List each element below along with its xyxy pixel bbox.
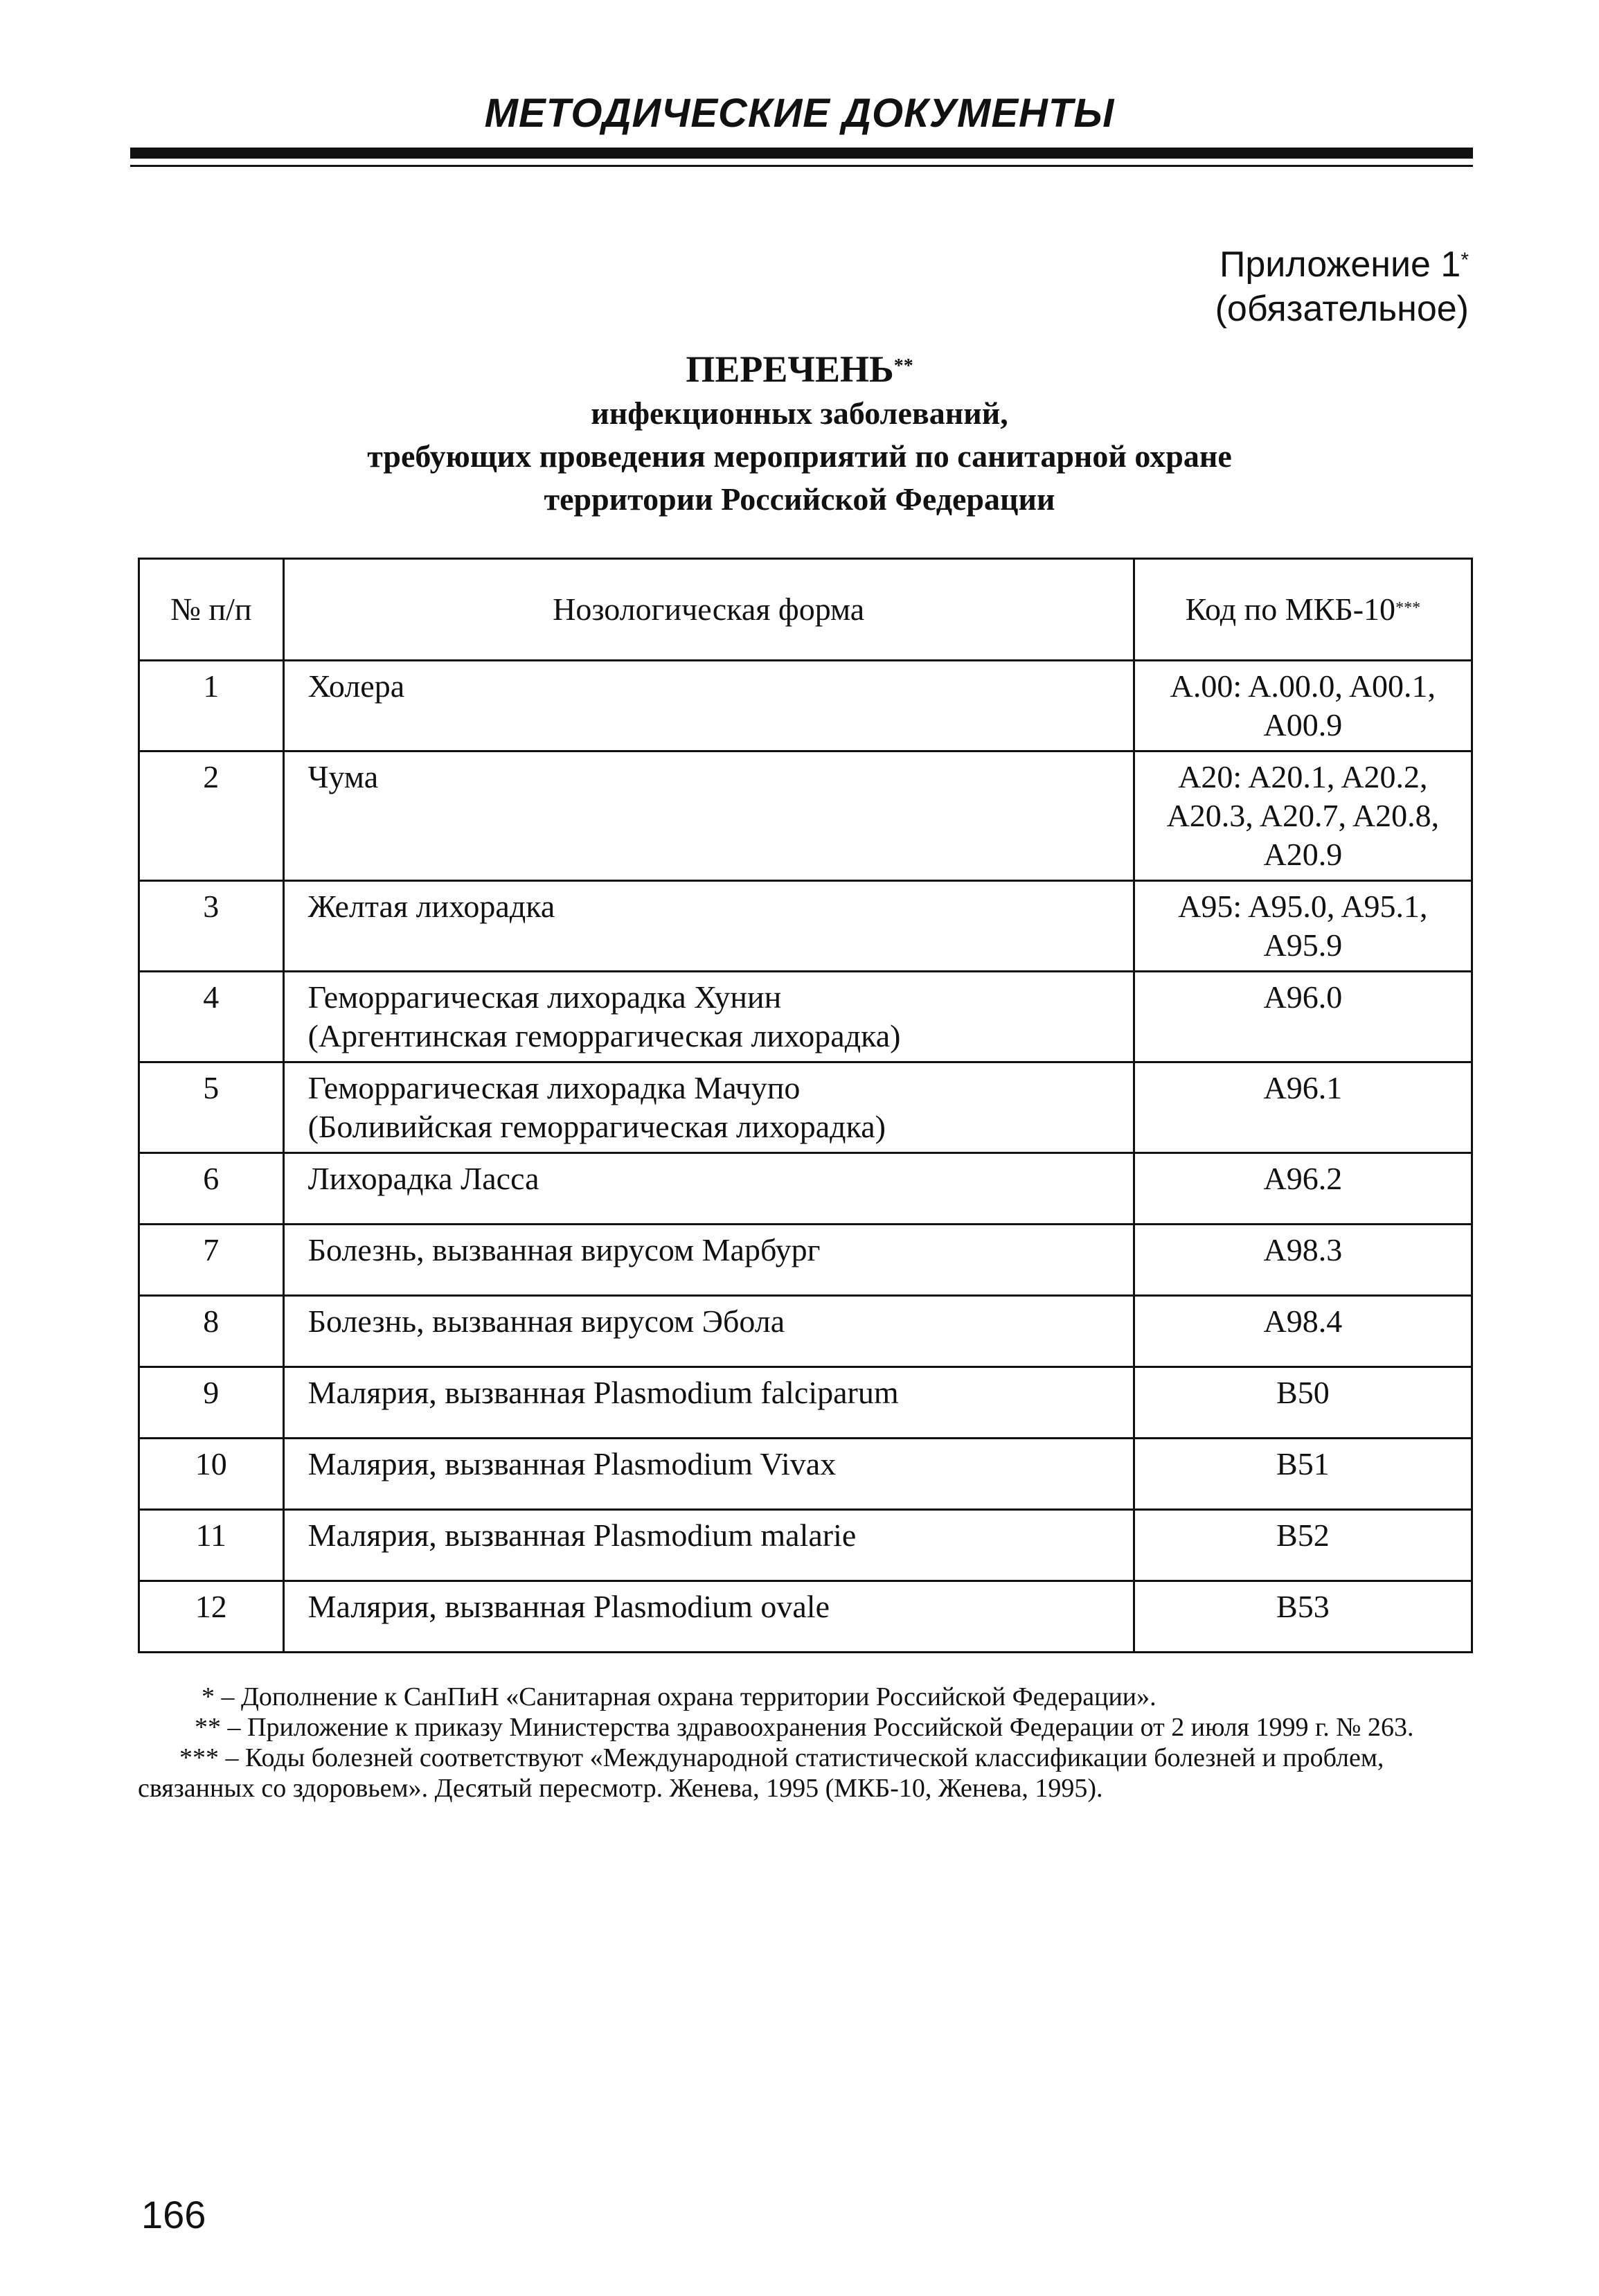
- icd-code-line: B53: [1276, 1589, 1330, 1624]
- table-row: [139, 1581, 1472, 1653]
- row-number: 8: [139, 1296, 284, 1367]
- icd-code-line: A98.4: [1263, 1303, 1343, 1339]
- icd-code-line: A.00: A.00.0, A00.1,: [1170, 668, 1436, 704]
- disease-name-cell: [283, 1439, 1134, 1510]
- header-rule-thick: [130, 148, 1473, 159]
- running-header: МЕТОДИЧЕСКИЕ ДОКУМЕНТЫ: [484, 91, 1115, 136]
- disease-name-line: Лихорадка Ласса: [307, 1161, 539, 1196]
- icd-code-cell: [1134, 1296, 1472, 1367]
- disease-name-cell: [283, 972, 1134, 1062]
- icd-code-line: A20.9: [1263, 837, 1343, 872]
- footnotes: [138, 1682, 1473, 1804]
- header-rule-thin: [130, 165, 1473, 167]
- footnote-1: * – Дополнение к СанПиН «Санитарная охрана территории Российской Федерации».: [202, 1682, 1156, 1711]
- disease-name-cell: [283, 1062, 1134, 1153]
- disease-name-line: (Боливийская геморрагическая лихорадка): [307, 1109, 886, 1144]
- heading-line-3: территории Российской Федерации: [544, 481, 1055, 517]
- header-code: [1134, 559, 1472, 661]
- footnote-3: *** – Коды болезней соответствуют «Международной статистической классификации болезней и проблем, связанных со здоровьем». Десятый пересмотр. Женева, 1995 (МКБ-10, Женева, 1995).: [138, 1743, 1384, 1803]
- disease-name-cell: [283, 1581, 1134, 1653]
- header-name: Нозологическая форма: [283, 559, 1134, 661]
- row-number: 7: [139, 1225, 284, 1296]
- disease-name-line: Малярия, вызванная Plasmodium ovale: [307, 1589, 830, 1624]
- disease-name-cell: [283, 881, 1134, 972]
- icd-code-line: B52: [1276, 1518, 1330, 1553]
- page-number: 166: [141, 2193, 206, 2236]
- heading-title: ПЕРЕЧЕНЬ: [686, 348, 894, 390]
- table-row: [139, 1062, 1472, 1153]
- heading-line-1: инфекционных заболеваний,: [591, 395, 1008, 431]
- disease-name-cell: [283, 1296, 1134, 1367]
- icd-code-cell: [1134, 1439, 1472, 1510]
- row-number: 3: [139, 881, 284, 972]
- disease-name-line: Желтая лихорадка: [307, 889, 555, 924]
- icd-code-cell: [1134, 1510, 1472, 1581]
- row-number: 6: [139, 1153, 284, 1225]
- disease-name-cell: [283, 1367, 1134, 1439]
- row-number: 4: [139, 972, 284, 1062]
- icd-code-line: A20.3, A20.7, A20.8,: [1166, 798, 1440, 833]
- table-row: [139, 751, 1472, 881]
- table-row: [139, 881, 1472, 972]
- table-row: [139, 1153, 1472, 1225]
- table-row: [139, 972, 1472, 1062]
- disease-name-line: Геморрагическая лихорадка Хунин: [307, 979, 782, 1015]
- table-header-row: [139, 559, 1472, 661]
- row-number: 10: [139, 1439, 284, 1510]
- header-code-label: Код по МКБ-10: [1185, 591, 1396, 627]
- table-row: [139, 1439, 1472, 1510]
- icd-code-line: A95.9: [1263, 927, 1343, 963]
- icd-code-line: A98.3: [1263, 1232, 1343, 1267]
- appendix-label: Приложение 1: [1219, 244, 1461, 285]
- table-body: [139, 661, 1472, 1653]
- appendix-footnote-mark: *: [1460, 249, 1469, 272]
- row-number: 9: [139, 1367, 284, 1439]
- icd-code-cell: [1134, 881, 1472, 972]
- disease-name-cell: [283, 751, 1134, 881]
- icd-code-cell: [1134, 1062, 1472, 1153]
- icd-code-line: B50: [1276, 1375, 1330, 1410]
- table-row: [139, 1225, 1472, 1296]
- table-row: [139, 661, 1472, 751]
- disease-name-line: Болезнь, вызванная вирусом Эбола: [307, 1303, 785, 1339]
- icd-code-cell: [1134, 1367, 1472, 1439]
- disease-name-cell: [283, 1225, 1134, 1296]
- row-number: 11: [139, 1510, 284, 1581]
- disease-name-line: Малярия, вызванная Plasmodium Vivax: [307, 1446, 837, 1481]
- icd-code-line: A20: A20.1, A20.2,: [1178, 759, 1428, 794]
- icd-code-line: B51: [1276, 1446, 1330, 1481]
- disease-name-line: Холера: [307, 668, 405, 704]
- icd-code-line: A00.9: [1263, 707, 1343, 742]
- disease-name-line: Геморрагическая лихорадка Мачупо: [307, 1070, 801, 1105]
- diseases-table: [138, 558, 1473, 1653]
- icd-code-line: A96.1: [1263, 1070, 1343, 1105]
- row-number: 2: [139, 751, 284, 881]
- disease-name-line: Малярия, вызванная Plasmodium falciparum: [307, 1375, 899, 1410]
- table-row: [139, 1510, 1472, 1581]
- icd-code-cell: [1134, 1153, 1472, 1225]
- header-code-footnote-mark: ***: [1395, 599, 1421, 617]
- appendix-label-block: [1215, 242, 1469, 331]
- icd-code-line: A96.2: [1263, 1161, 1343, 1196]
- icd-code-cell: [1134, 972, 1472, 1062]
- row-number: 5: [139, 1062, 284, 1153]
- icd-code-cell: [1134, 1581, 1472, 1653]
- heading-footnote-mark: **: [893, 355, 913, 377]
- table-row: [139, 1296, 1472, 1367]
- icd-code-cell: [1134, 751, 1472, 881]
- disease-name-line: Болезнь, вызванная вирусом Марбург: [307, 1232, 821, 1267]
- footnote-2: ** – Приложение к приказу Министерства здравоохранения Российской Федерации от 2 июля 1999 г. № 263.: [195, 1713, 1414, 1742]
- disease-name-cell: [283, 661, 1134, 751]
- icd-code-line: A96.0: [1263, 979, 1343, 1015]
- heading-line-2: требующих проведения мероприятий по санитарной охране: [367, 438, 1232, 474]
- table-row: [139, 1367, 1472, 1439]
- disease-name-cell: [283, 1510, 1134, 1581]
- appendix-type: (обязательное): [1215, 289, 1469, 329]
- icd-code-cell: [1134, 1225, 1472, 1296]
- row-number: 12: [139, 1581, 284, 1653]
- disease-name-line: (Аргентинская геморрагическая лихорадка): [307, 1018, 901, 1053]
- icd-code-cell: [1134, 661, 1472, 751]
- row-number: 1: [139, 661, 284, 751]
- header-num: № п/п: [139, 559, 284, 661]
- disease-name-line: Малярия, вызванная Plasmodium malarie: [307, 1518, 857, 1553]
- icd-code-line: A95: A95.0, A95.1,: [1178, 889, 1428, 924]
- disease-name-cell: [283, 1153, 1134, 1225]
- document-heading: [0, 346, 1599, 521]
- disease-name-line: Чума: [307, 759, 379, 794]
